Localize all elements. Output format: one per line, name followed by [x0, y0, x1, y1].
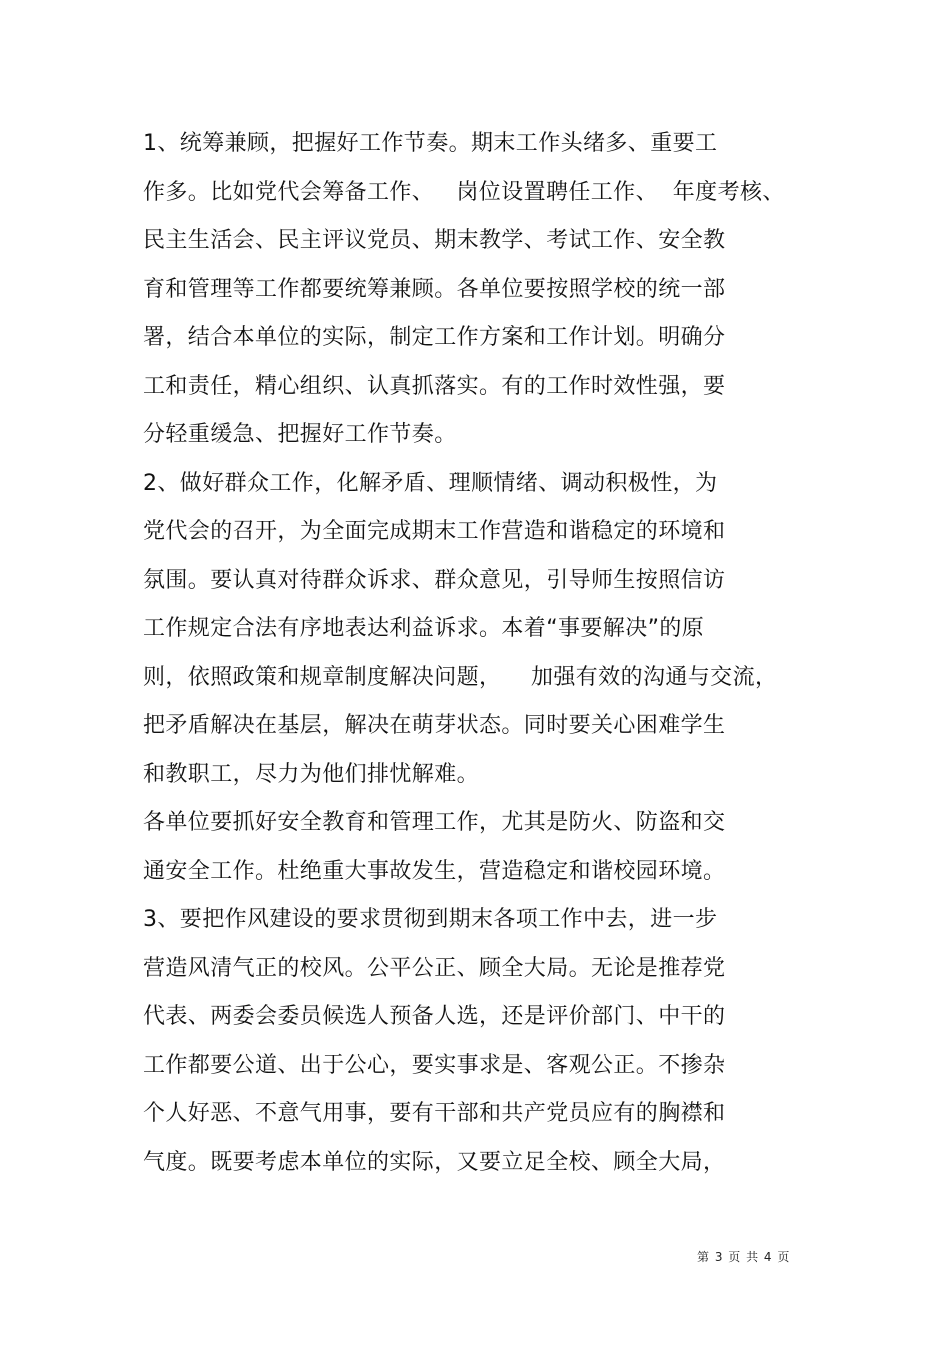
text-line: 1、统筹兼顾，把握好工作节奏。期末工作头绪多、重要工: [143, 131, 718, 156]
text-line: 通安全工作。杜绝重大事故发生，营造稳定和谐校园环境。: [143, 858, 726, 884]
text-line: 把矛盾解决在基层，解决在萌芽状态。同时要关心困难学生: [143, 713, 726, 738]
text-line: 气度。既要考虑本单位的实际，又要立足全校、顾全大局，: [143, 1149, 726, 1175]
page-number-footer: 第 3 页 共 4 页: [697, 1250, 791, 1264]
text-line: 工作都要公道、出于公心，要实事求是、客观公正。不掺杂: [143, 1052, 726, 1078]
text-line: 工作规定合法有序地表达利益诉求。本着“事要解决”的原: [143, 616, 705, 641]
text-line: 营造风清气正的校风。公平公正、顾全大局。无论是推荐党: [143, 955, 726, 981]
text-line: 个人好恶、不意气用事，要有干部和共产党员应有的胸襟和: [143, 1101, 726, 1126]
text-line: 2、做好群众工作，化解矛盾、理顺情绪、调动积极性，为: [143, 470, 718, 496]
text-line: 民主生活会、民主评议党员、期末教学、考试工作、安全教: [143, 228, 726, 253]
text-line: 署，结合本单位的实际，制定工作方案和工作计划。明确分: [143, 325, 726, 350]
text-line: 育和管理等工作都要统筹兼顾。各单位要按照学校的统一部: [143, 276, 726, 302]
text-line: 党代会的召开，为全面完成期末工作营造和谐稳定的环境和: [143, 519, 726, 544]
text-line: 各单位要抓好安全教育和管理工作，尤其是防火、防盗和交: [143, 810, 726, 835]
text-line: 和教职工，尽力为他们排忧解难。: [143, 761, 480, 787]
text-line: 氛围。要认真对待群众诉求、群众意见，引导师生按照信访: [143, 567, 726, 593]
body-text: [143, 120, 823, 1187]
text-line: 代表、两委会委员候选人预备人选，还是评价部门、中干的: [143, 1004, 726, 1029]
text-line: 则，依照政策和规章制度解决问题， 加强有效的沟通与交流，: [143, 664, 778, 690]
text-line: 工和责任，精心组织、认真抓落实。有的工作时效性强，要: [143, 373, 726, 399]
text-line: 分轻重缓急、把握好工作节奏。: [143, 422, 457, 447]
text-line: 作多。比如党代会筹备工作、 岗位设置聘任工作、 年度考核、: [143, 179, 785, 205]
text-line: 3、要把作风建设的要求贯彻到期末各项工作中去，进一步: [143, 907, 718, 932]
